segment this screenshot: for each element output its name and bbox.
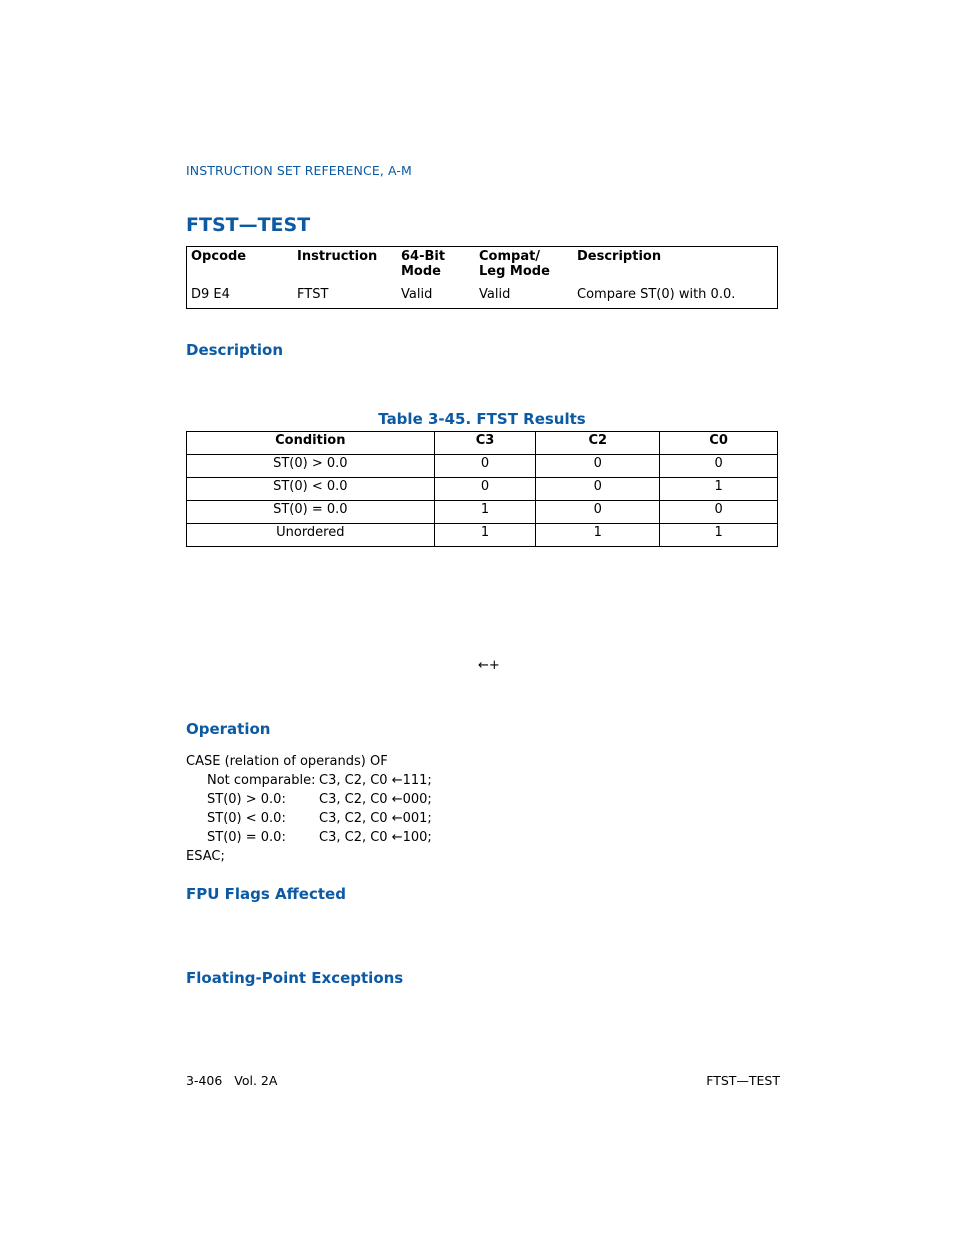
code-line [186,790,432,809]
table-caption: Table 3-45. FTST Results [378,410,586,428]
table-cell: 1 [536,524,660,547]
code-line [186,847,388,866]
table-cell: 0 [536,455,660,478]
c2-header: C2 [536,432,660,455]
table-row [187,455,778,478]
table-row [187,501,778,524]
case-end: ESAC; [186,849,225,864]
table-cell: 0 [536,501,660,524]
64bit-mode-value: Valid [401,287,433,302]
table-cell: 0 [660,501,778,524]
instruction-value: FTST [297,287,329,302]
table-row [187,524,778,547]
footer-page-number: 3-406 Vol. 2A [186,1073,278,1088]
table-cell: ST(0) < 0.0 [187,478,435,501]
table-cell: Unordered [187,524,435,547]
table-cell: ST(0) > 0.0 [187,455,435,478]
instruction-header: Instruction [297,249,378,264]
case-label: ST(0) > 0.0: [207,792,286,807]
code-line [186,809,432,828]
opcode-header: Opcode [191,249,247,264]
table-cell: 1 [660,524,778,547]
case-label: ST(0) = 0.0: [207,830,286,845]
description-header: Description [577,249,662,264]
fp-exceptions-heading: Floating-Point Exceptions [186,969,404,987]
table-row [187,478,778,501]
running-head: INSTRUCTION SET REFERENCE, A-M [186,163,412,178]
64bit-mode-header: 64-Bit Mode [401,249,446,279]
case-start: CASE (relation of operands) OF [186,754,388,769]
case-assignment: C3, C2, C0 ←000; [319,792,432,807]
table-cell: 0 [660,455,778,478]
case-assignment: C3, C2, C0 ←111; [319,773,432,788]
fpu-flags-heading: FPU Flags Affected [186,885,346,903]
table-header-row [187,432,778,455]
case-label: Not comparable: [207,773,316,788]
table-cell: 1 [434,501,536,524]
table-cell: 0 [434,455,536,478]
table-cell: 1 [434,524,536,547]
c3-header: C3 [434,432,536,455]
compat-mode-header: Compat/ Leg Mode [479,249,550,279]
page-title: FTST—TEST [186,214,311,236]
condition-header: Condition [187,432,435,455]
table-cell: 1 [660,478,778,501]
table-cell: 0 [536,478,660,501]
operation-heading: Operation [186,720,271,738]
footer-title: FTST—TEST [706,1073,780,1088]
case-assignment: C3, C2, C0 ←100; [319,830,432,845]
table-cell: 0 [434,478,536,501]
code-line [186,752,388,771]
opcode-value: D9 E4 [191,287,230,302]
compat-mode-value: Valid [479,287,511,302]
case-assignment: C3, C2, C0 ←001; [319,811,432,826]
code-line [186,828,432,847]
ftst-results-table [186,431,778,547]
arrow-glyphs: ←+ [478,658,500,673]
description-heading: Description [186,341,284,359]
case-label: ST(0) < 0.0: [207,811,286,826]
operation-code-block [186,752,432,866]
table-cell: ST(0) = 0.0 [187,501,435,524]
code-line [186,771,432,790]
description-value: Compare ST(0) with 0.0. [577,287,736,302]
opcode-table [186,246,778,309]
c0-header: C0 [660,432,778,455]
